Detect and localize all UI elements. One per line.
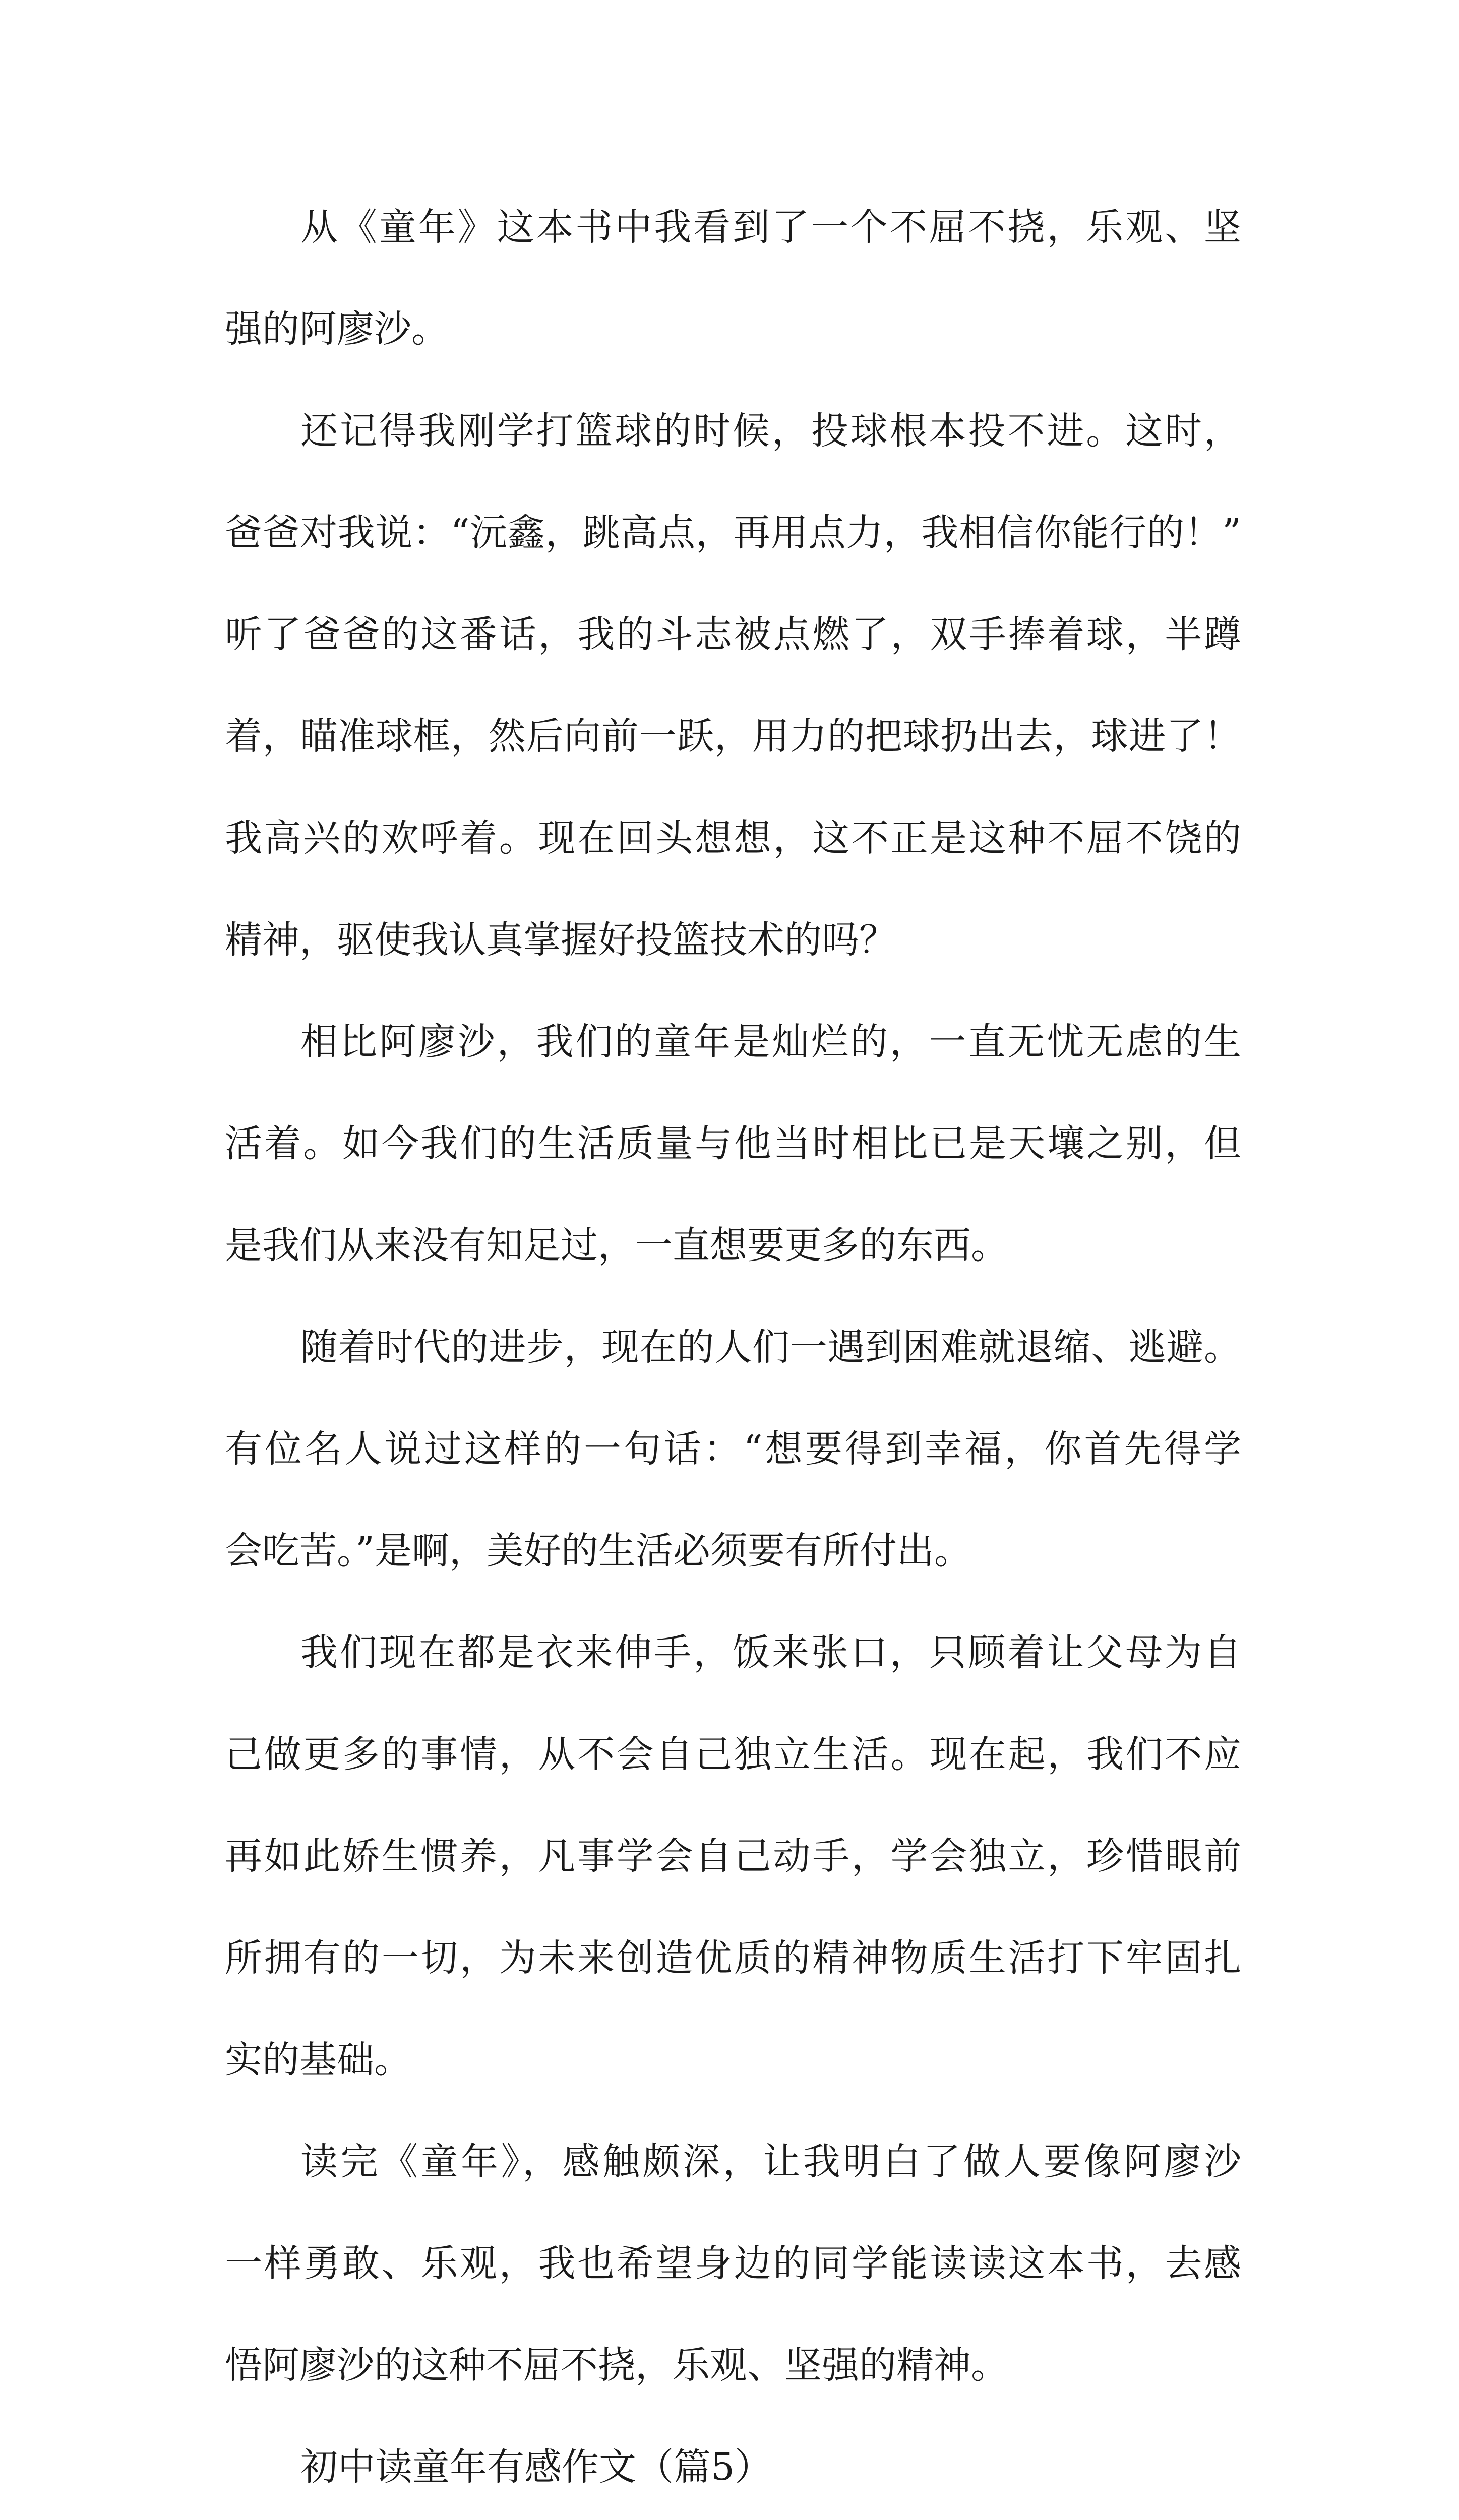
text-line: 精神，驱使我认真掌握好投篮技术的吗？ <box>225 918 896 962</box>
text-line: 所拥有的一切，为未来创造优质的精神物质生活打下牢固扎 <box>225 1936 1241 1980</box>
text-line: 还记得我刚学打篮球的时候，投球根本投不进。这时， <box>300 409 1241 453</box>
text-line: 我们现在都是衣来伸手，饭来张口，只顾着让父母为自 <box>300 1631 1241 1674</box>
text-line: 一样勇敢、乐观，我也希望身边的同学能读读这本书，去感 <box>225 2242 1241 2285</box>
text-line: 相比阿廖沙，我们的童年是灿烂的，一直无忧无虑的生 <box>300 1020 1241 1063</box>
text-line: 活着。如今我们的生活质量与他当时相比已是天壤之别，但 <box>225 1122 1241 1165</box>
text-line: 己做更多的事情，从不会自己独立生活。现在起，我们不应 <box>225 1733 1241 1776</box>
text-line <box>225 2518 1241 2520</box>
text-line: 实的基础。 <box>225 2038 411 2082</box>
text-line: 听了爸爸的这番话，我的斗志被点燃了，双手捧着球，半蹲 <box>225 613 1241 656</box>
text-line: 会吃苦。”是啊，美好的生活必须要有所付出。 <box>225 1529 971 1572</box>
text-line: 有位名人说过这样的一句话：“想要得到幸福，你首先得学 <box>225 1427 1241 1471</box>
text-line: 从《童年》这本书中我看到了一个不屈不挠，乐观、坚 <box>300 206 1241 249</box>
document-body <box>225 176 1241 2520</box>
text-line: 爸爸对我说：“沅鑫，跳高点，再用点力，我相信你能行的！” <box>225 511 1241 554</box>
text-line: 悟阿廖沙的这种不屈不挠，乐观、坚强的精神。 <box>225 2344 1008 2387</box>
text-line: 随着时代的进步，现在的人们一遇到困难就退缩、逃避。 <box>300 1326 1241 1369</box>
text-line: 我高兴的欢呼着。现在回头想想，这不正是这种不屈不饶的 <box>225 816 1241 860</box>
section-heading: 初中读童年有感作文（篇5） <box>300 2445 772 2489</box>
text-line: 强的阿廖沙。 <box>225 307 449 351</box>
text-line: 读完《童年》，感触颇深，让我明白了做人要像阿廖沙 <box>300 2140 1241 2183</box>
text-line: 是我们从来没有知足过，一直想要更多的东西。 <box>225 1224 1008 1267</box>
text-line: 着，瞄准球框，然后向前一跃，用力的把球扔出去，球进了！ <box>225 715 1241 758</box>
text-line: 再如此娇生惯养，凡事学会自己动手，学会独立，珍惜眼前 <box>225 1835 1241 1878</box>
